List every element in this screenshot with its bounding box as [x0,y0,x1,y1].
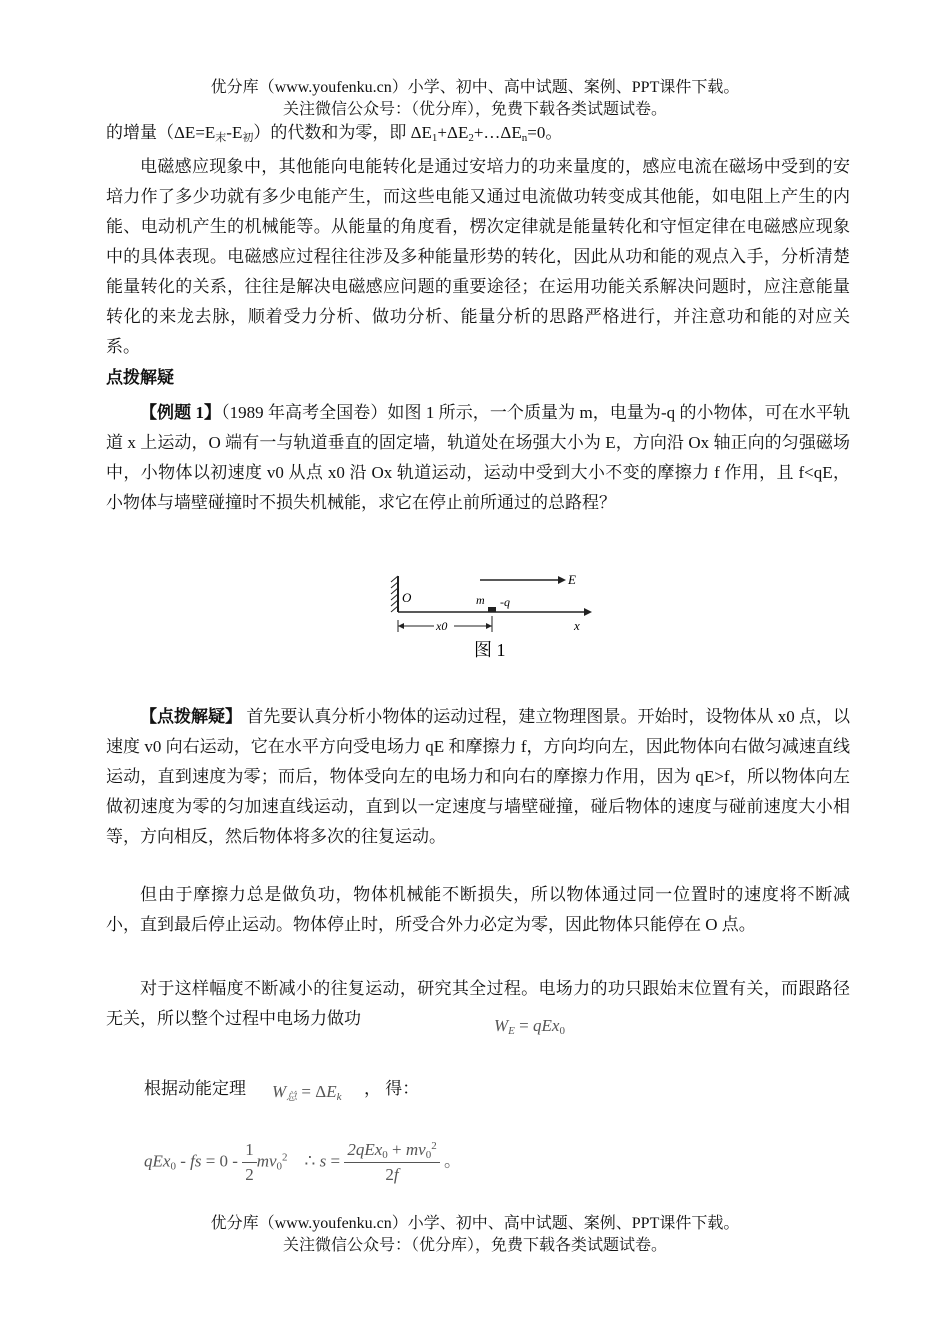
intro-paragraph-0: 的增量$(\Delta E=E_末-E_初)$的代数和为零，即 $\Delta E_1+\Delta E_2+\dots\Delta E_n=0$。 [106,123,563,144]
example-label: 【例题 1】 [140,403,222,422]
particle [488,607,496,612]
analysis-paragraph-1: 【点拨解疑】 首先要认真分析小物体的运动过程，建立物理图景。开始时，设物体从 x0 点，以速度 v0 向右运动，它在水平方向受电场力 qE 和摩擦力 f，方向均向左，因此物体向右做匀减速直线运动，直到速度为零；而后，物体受向左的电场力和向右的摩擦力作用，因为 qE>f，所以物体向左做初速度为零的匀加速直线运动，直到以一定速度与墙壁碰撞，碰后物体的速度与碰前速度大小相等，方向相反，然后物体将多次的往复运动。 [106,707,851,846]
equation-total-path: qEx$_0$ - fs = 0 - $\frac{1}{2}$ $mv_0^2$ ∴ s = $\frac{2qEx_0 + mv_0^2}{2f}$ 。 [144,1140,461,1184]
label-x: x [574,618,580,633]
analysis-paragraph-2: 但由于摩擦力总是做负功，物体机械能不断损失，所以物体通过同一位置时的速度将不断减小，直到最后停止运动。物体停止时，所受合外力必定为零，因此物体只能停在 O 点。 [106,885,850,934]
equation-work-electric: $W_E = qEx_0$ [494,1016,565,1037]
theorem-text: 根据动能定理 [144,1079,246,1098]
figure-caption: 图 1 [474,640,506,660]
equation-kinetic: $W_总 = \Delta E_k$ [272,1082,342,1103]
section-title: 点拨解疑 [106,368,174,387]
intro-paragraph-1: 电磁感应现象中，其他能向电能转化是通过安培力的功来量度的，感应电流在磁场中受到的安培力作了多少功就有多少电能产生，而这些电能又通过电流做功转变成其他能，如电阻上产生的内能、电动机产生的机械能等。从能量的角度看，楞次定律就是能量转化和守恒定律在电磁感应现象中的具体表现。电磁感应过程往往涉及多种能量形势的转化，因此从功和能的观点入手，分析清楚能量转化的关系，往往是解决电磁感应问题的重要途径；在运用功能关系解决问题时，应注意能量转化的来龙去脉，顺着受力分析、做功分析、能量分析的思路严格进行，并注意功和能的对应关系。 [106,157,850,356]
label-E: E [568,572,576,587]
theorem-after: ， 得： [364,1079,420,1098]
analysis-label: 【点拨解疑】 [140,707,243,726]
label-x0: x0 [436,619,448,633]
example-paragraph: 【例题 1】（1989 年高考全国卷）如图 1 所示，一个质量为 m，电量为-q 的小物体，可在水平轨道 x 上运动，O 端有一与轨道垂直的固定墙，轨道处在场强大小为 E，方向沿 Ox 轴正向的匀强磁场中，小物体以初速度 v0 从点 x0 沿 Ox 轨道运动，运动中受到大小不变的摩擦力 f 作用，且 f<qE，小物体与墙壁碰撞时不损失机械能，求它在停止前所通过的总路程？ [106,403,851,512]
footer-line-2: 关注微信公众号：（优分库），免费下载各类试题试卷。 [282,1237,667,1254]
header-line-1: 优分库（www.youfenku.cn）小学、初中、高中试题、案例、PPT课件下载。 [210,79,740,96]
footer-line-1: 优分库（www.youfenku.cn）小学、初中、高中试题、案例、PPT课件下载。 [210,1215,740,1232]
figure-1 [388,562,598,666]
label-q: -q [500,595,510,609]
wall-hatch [391,576,398,612]
label-O: O [402,590,412,605]
analysis-paragraph-3: 对于这样幅度不断减小的往复运动，研究其全过程。电场力的功只跟始末位置有关，而跟路径无关，所以整个过程中电场力做功 [106,979,850,1028]
label-m: m [476,593,485,607]
header-line-2: 关注微信公众号：（优分库），免费下载各类试题试卷。 [282,101,667,118]
